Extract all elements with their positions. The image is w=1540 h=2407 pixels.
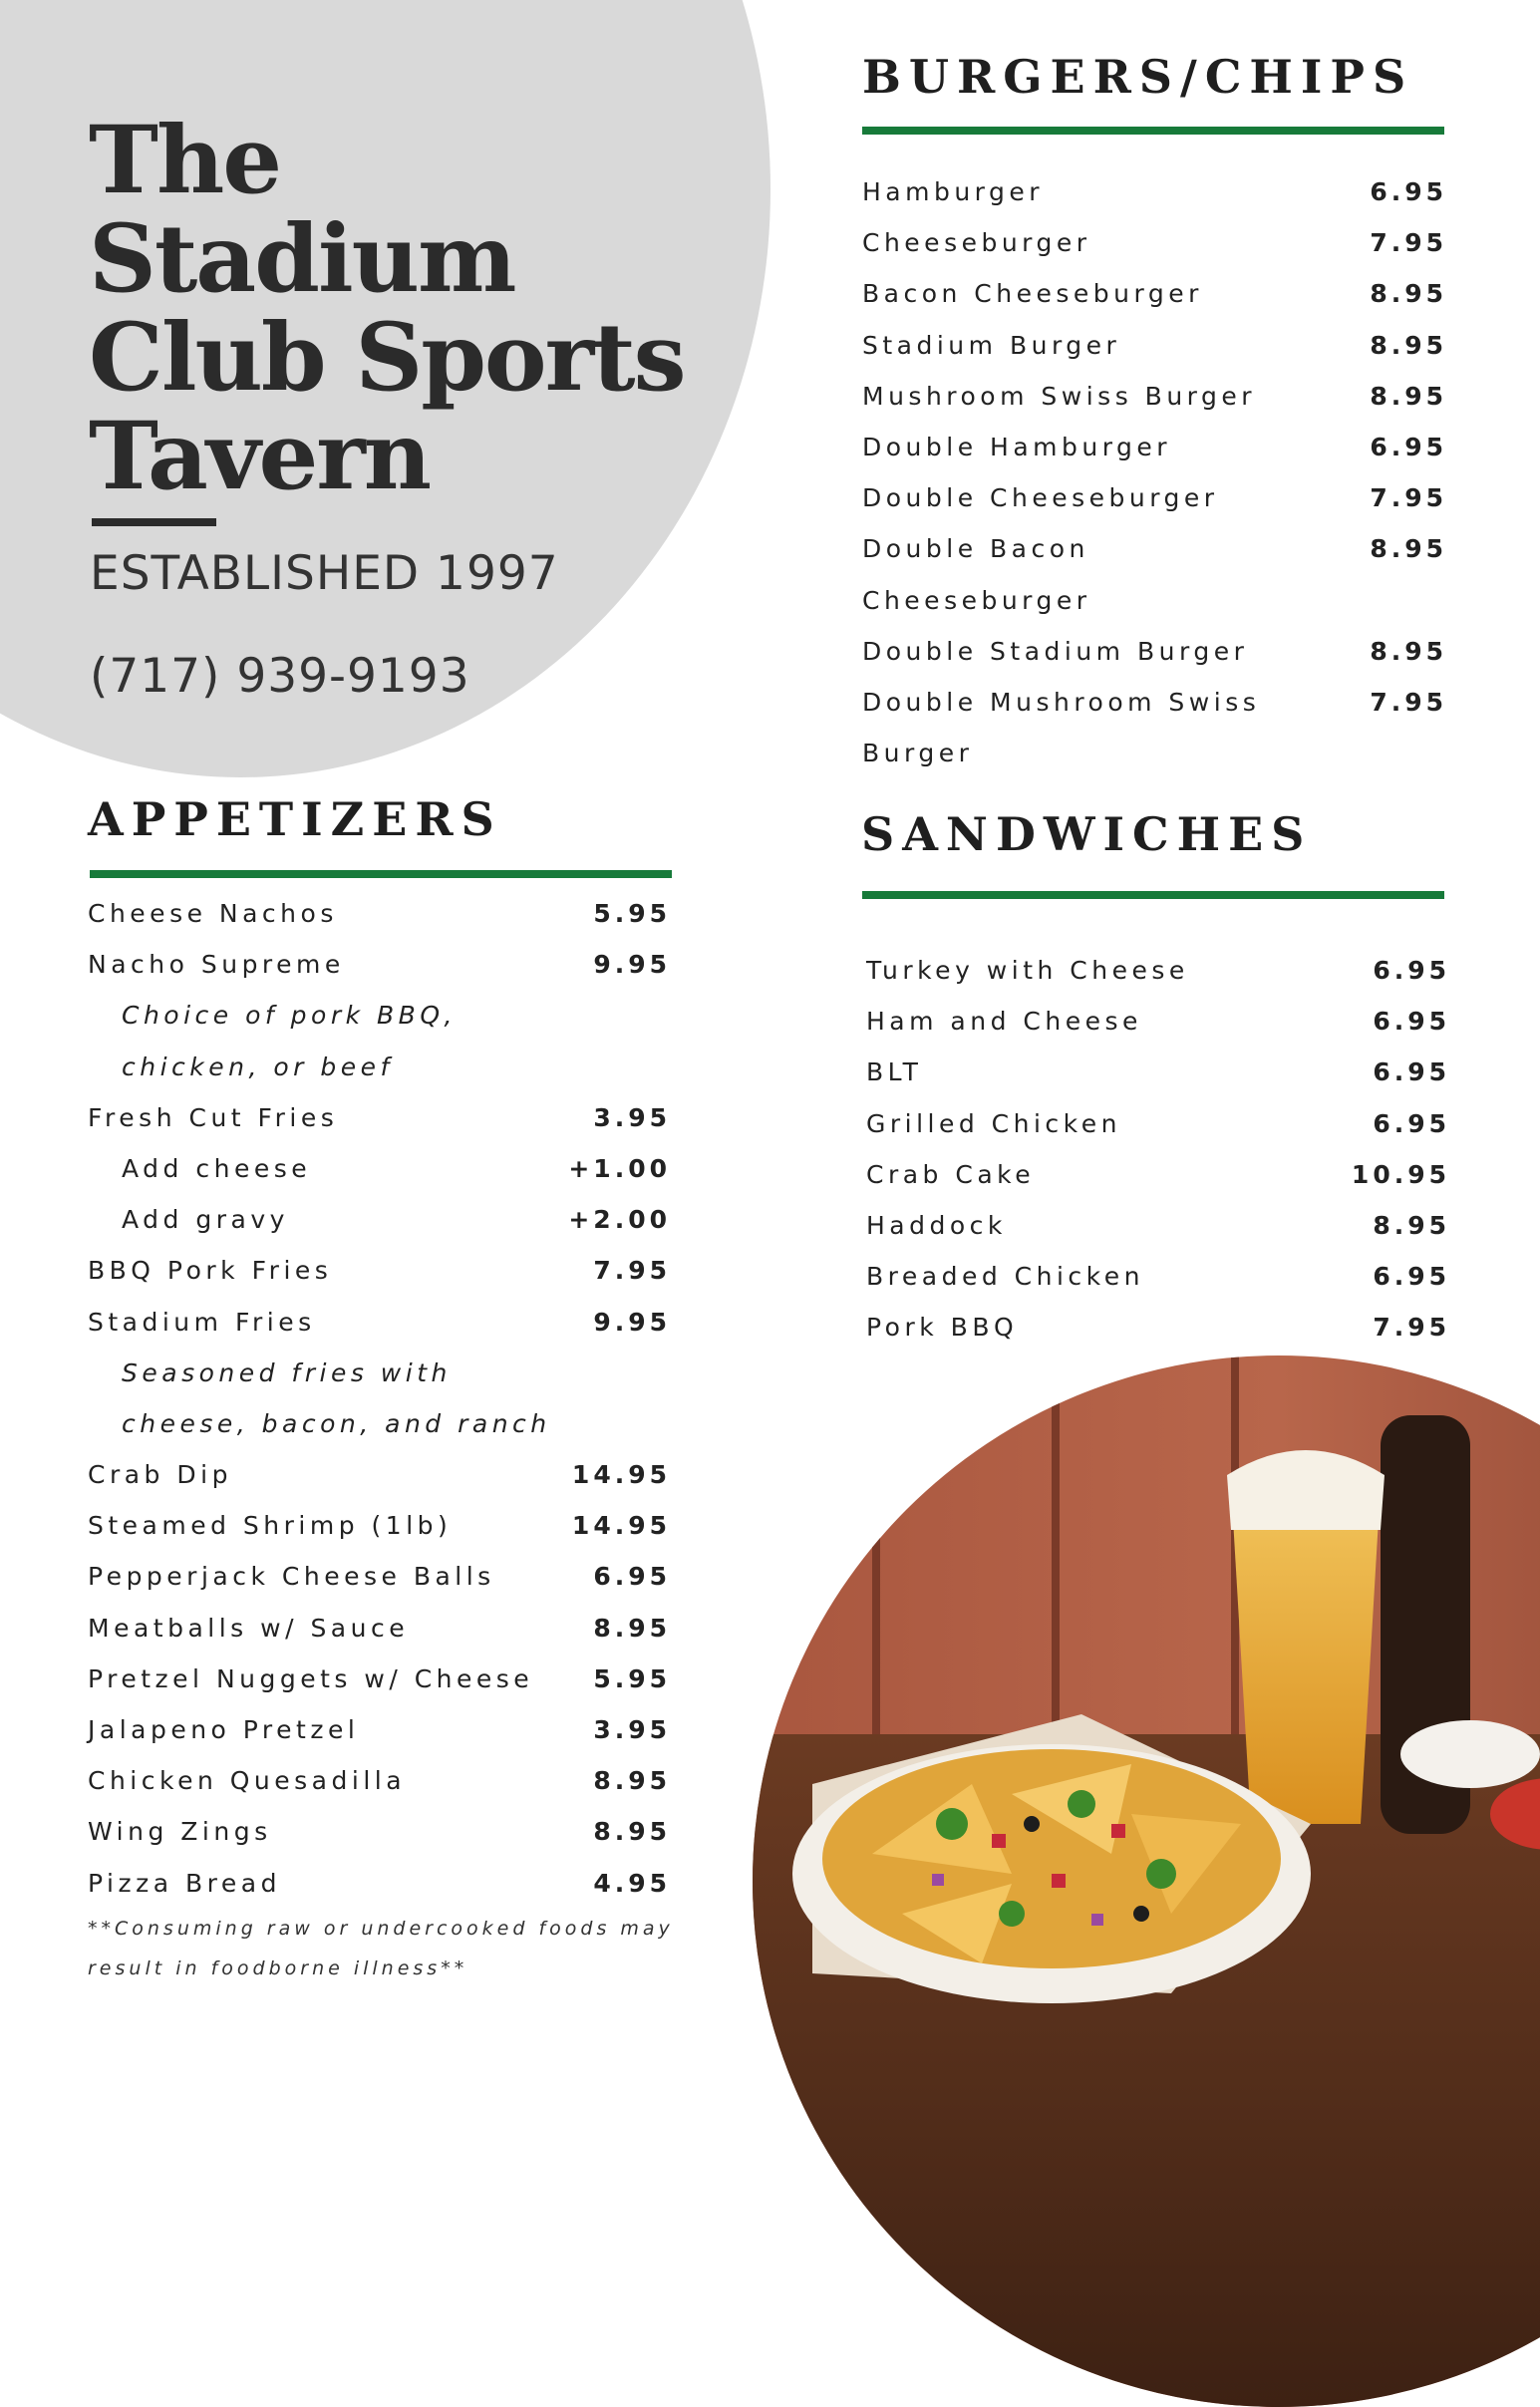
- item-name: Crab Cake: [866, 1159, 1036, 1189]
- menu-item: [866, 1251, 1450, 1302]
- menu-item: [866, 945, 1450, 996]
- menu-item-addon: [88, 1143, 671, 1194]
- menu-item: [88, 1806, 671, 1857]
- title-line: Stadium: [89, 204, 515, 314]
- menu-item: [866, 1302, 1450, 1353]
- item-price: 8.95: [1373, 1210, 1450, 1240]
- food-photo-illustration: [753, 1355, 1540, 2407]
- item-name: Double Hamburger: [862, 432, 1172, 461]
- item-price: 6.95: [1370, 177, 1447, 206]
- item-price: 7.95: [1370, 687, 1447, 717]
- section-rule-appetizers: [90, 870, 672, 878]
- item-price: 8.95: [593, 1766, 671, 1796]
- section-rule-burgers: [862, 127, 1444, 135]
- item-price: 3.95: [593, 1102, 671, 1132]
- menu-item: [88, 1449, 671, 1500]
- item-price: 14.95: [571, 1511, 671, 1541]
- nachos-and-beer-photo: [753, 1355, 1540, 2407]
- menu-item: [88, 1603, 671, 1654]
- title-line: Club Sports: [89, 303, 685, 413]
- menu-item: [862, 166, 1447, 217]
- sandwiches-list: [866, 945, 1450, 1354]
- menu-item-continued: [862, 575, 1447, 626]
- menu-item: [866, 996, 1450, 1047]
- item-description: Choice of pork BBQ,: [122, 1001, 457, 1031]
- item-name: Double Mushroom Swiss: [862, 687, 1261, 717]
- item-name: Chicken Quesadilla: [88, 1766, 407, 1796]
- menu-item: [866, 1098, 1450, 1149]
- item-price: 10.95: [1351, 1159, 1450, 1189]
- item-name: Pretzel Nuggets w/ Cheese: [88, 1663, 534, 1693]
- item-description: Seasoned fries with: [122, 1357, 452, 1387]
- menu-item-addon: [88, 1194, 671, 1245]
- item-price: 7.95: [593, 1256, 671, 1286]
- item-name: Steamed Shrimp (1lb): [88, 1511, 453, 1541]
- menu-item: [88, 1500, 671, 1551]
- menu-item: [862, 523, 1447, 574]
- item-price: 8.95: [593, 1613, 671, 1643]
- item-name: Double Cheeseburger: [862, 483, 1219, 513]
- item-price: 8.95: [1370, 381, 1447, 411]
- item-price: 8.95: [1370, 534, 1447, 564]
- item-price: 6.95: [1373, 1108, 1450, 1138]
- item-name: Pizza Bread: [88, 1868, 281, 1898]
- menu-item: [862, 268, 1447, 319]
- item-name: BLT: [866, 1057, 923, 1087]
- item-name: Grilled Chicken: [866, 1108, 1121, 1138]
- established-text: ESTABLISHED 1997: [90, 546, 559, 601]
- title-line: Tavern: [89, 402, 431, 511]
- item-name: Meatballs w/ Sauce: [88, 1613, 410, 1643]
- item-name: BBQ Pork Fries: [88, 1256, 333, 1286]
- item-name: Bacon Cheeseburger: [862, 279, 1203, 309]
- menu-item: [88, 888, 671, 939]
- menu-item-description: [88, 1398, 671, 1449]
- item-price: 6.95: [1373, 1057, 1450, 1087]
- item-price: 14.95: [571, 1460, 671, 1490]
- item-name: Mushroom Swiss Burger: [862, 381, 1257, 411]
- menu-item: [862, 677, 1447, 728]
- item-name: Cheese Nachos: [88, 899, 338, 928]
- item-name: Crab Dip: [88, 1460, 232, 1490]
- menu-item-continued: [862, 728, 1447, 778]
- burgers-list: [862, 166, 1447, 778]
- menu-item: [862, 371, 1447, 422]
- item-name: Cheeseburger: [862, 585, 1091, 615]
- menu-item: [88, 1092, 671, 1143]
- menu-item: [88, 1654, 671, 1704]
- item-name: Cheeseburger: [862, 228, 1091, 258]
- item-name: Nacho Supreme: [88, 950, 345, 980]
- item-price: 7.95: [1370, 228, 1447, 258]
- item-name: Wing Zings: [88, 1817, 272, 1847]
- phone-number: (717) 939-9193: [90, 649, 470, 704]
- item-name: Breaded Chicken: [866, 1262, 1144, 1292]
- item-price: 6.95: [1373, 956, 1450, 985]
- item-name: Jalapeno Pretzel: [88, 1715, 360, 1744]
- item-name: Turkey with Cheese: [866, 956, 1189, 985]
- item-name: Double Bacon: [862, 534, 1089, 564]
- item-name: Double Stadium Burger: [862, 636, 1249, 666]
- section-heading-burgers: BURGERS/CHIPS: [862, 50, 1414, 104]
- item-price: 6.95: [1370, 432, 1447, 461]
- item-price: 8.95: [1370, 636, 1447, 666]
- menu-item-description: [88, 1042, 671, 1092]
- item-price: 5.95: [593, 1663, 671, 1693]
- menu-item: [88, 1858, 671, 1909]
- item-name: Hamburger: [862, 177, 1045, 206]
- item-price: 4.95: [593, 1868, 671, 1898]
- menu-item: [862, 472, 1447, 523]
- menu-item-description: [88, 1348, 671, 1398]
- item-name: Stadium Burger: [862, 330, 1121, 360]
- item-price: 3.95: [593, 1715, 671, 1744]
- menu-item: [862, 626, 1447, 677]
- item-price: 7.95: [1370, 483, 1447, 513]
- item-price: 6.95: [1373, 1262, 1450, 1292]
- menu-item: [862, 320, 1447, 371]
- menu-item-description: [88, 990, 671, 1041]
- title-line: The: [89, 106, 281, 215]
- item-price: 8.95: [1370, 330, 1447, 360]
- item-name: Haddock: [866, 1210, 1007, 1240]
- item-name: Burger: [862, 739, 974, 768]
- item-price: 8.95: [593, 1817, 671, 1847]
- item-description: chicken, or beef: [122, 1052, 394, 1081]
- item-name: Fresh Cut Fries: [88, 1102, 339, 1132]
- item-name: Ham and Cheese: [866, 1007, 1142, 1037]
- menu-item: [866, 1047, 1450, 1097]
- addon-price: +1.00: [568, 1153, 671, 1183]
- section-heading-sandwiches: SANDWICHES: [861, 807, 1313, 861]
- addon-price: +2.00: [568, 1205, 671, 1235]
- menu-item: [862, 422, 1447, 472]
- item-name: Stadium Fries: [88, 1307, 316, 1337]
- item-price: 5.95: [593, 899, 671, 928]
- item-name: Pepperjack Cheese Balls: [88, 1562, 495, 1592]
- item-price: 7.95: [1373, 1313, 1450, 1343]
- menu-item: [88, 1245, 671, 1296]
- appetizers-list: [88, 888, 671, 1909]
- item-name: Pork BBQ: [866, 1313, 1019, 1343]
- menu-item: [862, 217, 1447, 268]
- title-underline: [92, 518, 216, 526]
- item-price: 8.95: [1370, 279, 1447, 309]
- menu-item: [88, 1704, 671, 1755]
- menu-item: [88, 1551, 671, 1602]
- addon-name: Add cheese: [122, 1153, 312, 1183]
- menu-item: [866, 1149, 1450, 1200]
- item-price: 6.95: [1373, 1007, 1450, 1037]
- section-heading-appetizers: APPETIZERS: [88, 792, 502, 846]
- item-description: cheese, bacon, and ranch: [122, 1408, 551, 1438]
- item-price: 9.95: [593, 1307, 671, 1337]
- menu-item: [88, 1297, 671, 1348]
- restaurant-name: [89, 106, 685, 511]
- item-price: 6.95: [593, 1562, 671, 1592]
- menu-item: [88, 939, 671, 990]
- addon-name: Add gravy: [122, 1205, 289, 1235]
- section-rule-sandwiches: [862, 891, 1444, 899]
- menu-item: [866, 1200, 1450, 1251]
- menu-item: [88, 1755, 671, 1806]
- item-price: 9.95: [593, 950, 671, 980]
- food-safety-disclaimer: **Consuming raw or undercooked foods may result in foodborne illness**: [88, 1918, 674, 1979]
